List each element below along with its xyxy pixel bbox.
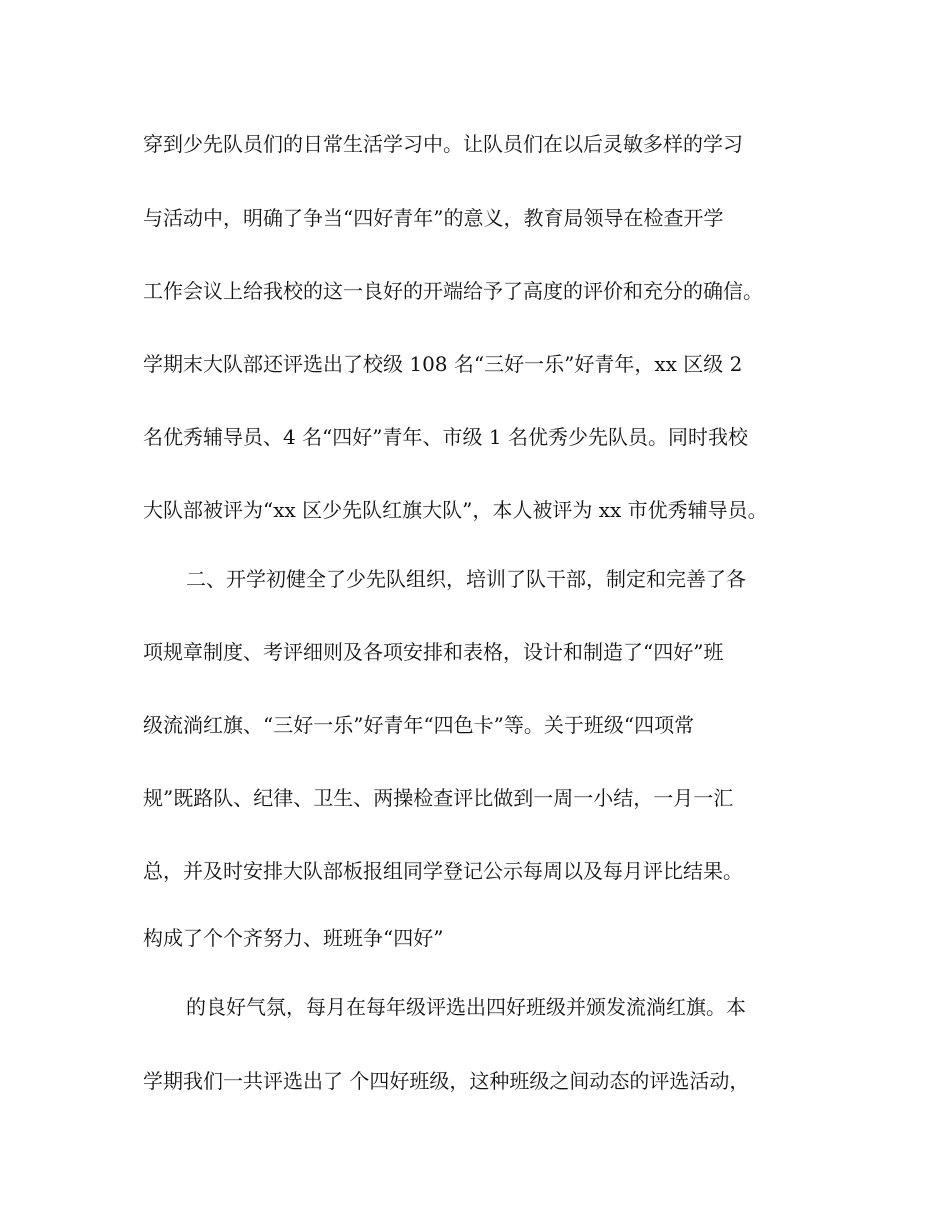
paragraph-line: 的良好气氛，每月在每年级评选出四好班级并颁发流淌红旗。本 — [186, 995, 746, 1019]
paragraph-line: 构成了个个齐努力、班班争“四好” — [143, 926, 444, 950]
paragraph-line: 学期末大队部还评选出了校级 108 名“三好一乐”好青年，xx 区级 2 — [143, 352, 743, 376]
paragraph-line: 项规章制度、考评细则及各项安排和表格，设计和制造了“四好”班 — [143, 640, 724, 664]
paragraph-line: 穿到少先队员们的日常生活学习中。让队员们在以后灵敏多样的学习 — [143, 132, 743, 156]
paragraph-line: 大队部被评为“xx 区少先队红旗大队”，本人被评为 xx 市优秀辅导员。 — [143, 498, 768, 522]
paragraph-line: 名优秀辅导员、4 名“四好”青年、市级 1 名优秀少先队员。同时我校 — [143, 425, 748, 449]
paragraph-line: 总，并及时安排大队部板报组同学登记公示每周以及每月评比结果。 — [143, 859, 743, 883]
paragraph-line: 与活动中，明确了争当“四好青年”的意义，教育局领导在检查开学 — [143, 206, 724, 230]
paragraph-line: 规”既路队、纪律、卫生、两操检查评比做到一周一小结，一月一汇 — [143, 786, 734, 810]
paragraph-line: 级流淌红旗、“三好一乐”好青年“四色卡”等。关于班级“四项常 — [143, 713, 695, 737]
section-heading-line: 二、开学初健全了少先队组织，培训了队干部，制定和完善了各 — [186, 567, 746, 591]
paragraph-line: 工作会议上给我校的这一良好的开端给予了高度的评价和充分的确信。 — [143, 279, 763, 303]
paragraph-line: 学期我们一共评选出了 个四好班级，这种班级之间动态的评选活动， — [143, 1069, 750, 1093]
